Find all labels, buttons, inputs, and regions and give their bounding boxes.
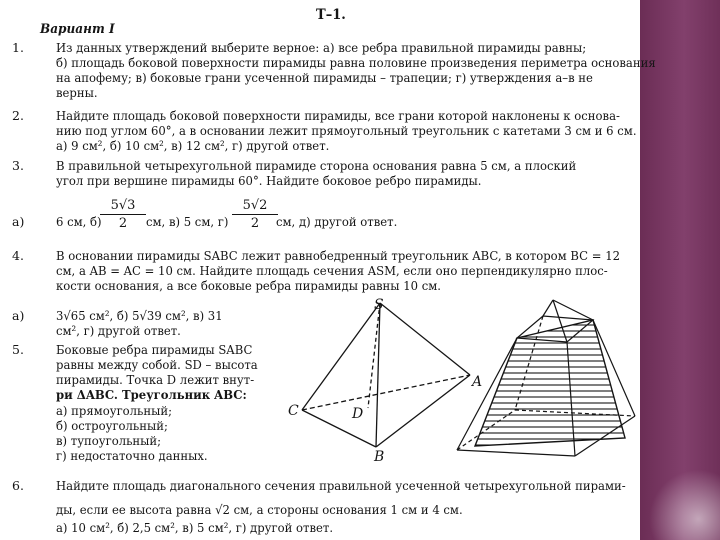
problem-1-line: на апофему; в) боковые грани усеченной пирамиды – трапеции; г) утверждения а–в не <box>56 70 593 85</box>
problem-5-line: Боковые ребра пирамиды SABC <box>56 342 253 357</box>
problem-3-fraction-2 <box>232 198 278 231</box>
problem-3-fraction-1 <box>100 198 146 231</box>
problem-3-answer-end: см, д) другой ответ. <box>276 214 398 229</box>
problem-4-number: 4. <box>12 248 24 263</box>
problem-6-line: а) 10 см², б) 2,5 см², в) 5 см², г) другой ответ. <box>56 520 334 535</box>
vertex-label-c: C <box>288 403 299 419</box>
variant-title: Вариант I <box>40 22 115 37</box>
problem-2-line: а) 9 см², б) 10 см², в) 12 см², г) другой ответ. <box>56 138 330 153</box>
problem-4-line: кости основания, а все боковые ребра пирамиды равны 10 см. <box>56 278 442 293</box>
hatched-section <box>475 320 625 446</box>
problem-5-option: а) прямоугольный; <box>56 403 173 418</box>
problem-4-answer-line: см², г) другой ответ. <box>56 323 181 338</box>
problem-2-number: 2. <box>12 108 24 123</box>
problem-2-line: Найдите площадь боковой поверхности пирамиды, все грани которой наклонены к основа- <box>56 108 620 123</box>
problem-5-option: в) тупоугольный; <box>56 433 162 448</box>
problem-5-option: г) недостаточно данных. <box>56 448 208 463</box>
problem-3-number: 3. <box>12 158 24 173</box>
vertex-label-a: A <box>472 374 483 390</box>
problem-6-line: Найдите площадь диагонального сечения правильной усеченной четырехугольной пирами- <box>56 478 626 493</box>
extension-line <box>543 300 553 316</box>
problem-4-line: см, а AB = AC = 10 см. Найдите площадь сечения ASM, если оно перпендикулярно плос- <box>56 263 608 278</box>
fraction-1-numerator: 5√3 <box>100 198 146 215</box>
problem-5-number: 5. <box>12 342 24 357</box>
problem-3-line: В правильной четырехугольной пирамиде сторона основания равна 5 см, а плоский <box>56 158 577 173</box>
problem-3-answer-mid: см, в) 5 см, г) <box>146 214 229 229</box>
fraction-2-denominator: 2 <box>250 216 260 231</box>
problem-3-line: угол при вершине пирамиды 60°. Найдите боковое ребро пирамиды. <box>56 173 482 188</box>
edge-sc <box>302 303 380 410</box>
problem-1-line: Из данных утверждений выберите верное: а) все ребра правильной пирамиды равны; <box>56 40 587 55</box>
vertex-label-d: D <box>352 406 364 422</box>
bottom-edge-front <box>457 450 575 456</box>
problem-4-answer-line: 3√65 см², б) 5√39 см², в) 31 <box>56 308 223 323</box>
vertex-label-b: B <box>374 449 385 465</box>
vertex-label-s: S <box>374 297 384 313</box>
fraction-2-numerator: 5√2 <box>232 198 278 215</box>
problem-5-option: б) остроугольный; <box>56 418 168 433</box>
worksheet-code: Т–1. <box>316 7 346 23</box>
edge-cb <box>302 410 376 447</box>
fraction-1-denominator: 2 <box>118 216 128 231</box>
decorative-side-stripe <box>640 0 720 540</box>
edge-ca-hidden <box>302 375 470 410</box>
problem-6-line: ды, если ее высота равна √2 см, а стороны основания 1 см и 4 см. <box>56 502 463 517</box>
problem-1-line: б) площадь боковой поверхности пирамиды равна половине произведения периметра основания <box>56 55 656 70</box>
problem-2-line: нию под углом 60°, а в основании лежит прямоугольный треугольник с катетами 3 см и 6 см. <box>56 123 637 138</box>
problem-4-answer-label: а) <box>12 308 25 323</box>
problem-4-line: В основании пирамиды SABC лежит равнобедренный треугольник ABC, в котором BC = 12 <box>56 248 621 263</box>
truncated-pyramid-figure <box>455 298 638 458</box>
problem-3-answer-a: 6 см, б) <box>56 214 102 229</box>
problem-3-answer-label: а) <box>12 214 25 229</box>
decorative-glow <box>648 470 720 540</box>
problem-1-number: 1. <box>12 40 24 55</box>
problem-5-line: ри ΔABC. Треугольник ABC: <box>56 387 247 402</box>
problem-5-line: равны между собой. SD – высота <box>56 357 258 372</box>
problem-1-line: верны. <box>56 85 98 100</box>
problem-5-line: пирамиды. Точка D лежит внут- <box>56 372 255 387</box>
problem-6-number: 6. <box>12 478 24 493</box>
